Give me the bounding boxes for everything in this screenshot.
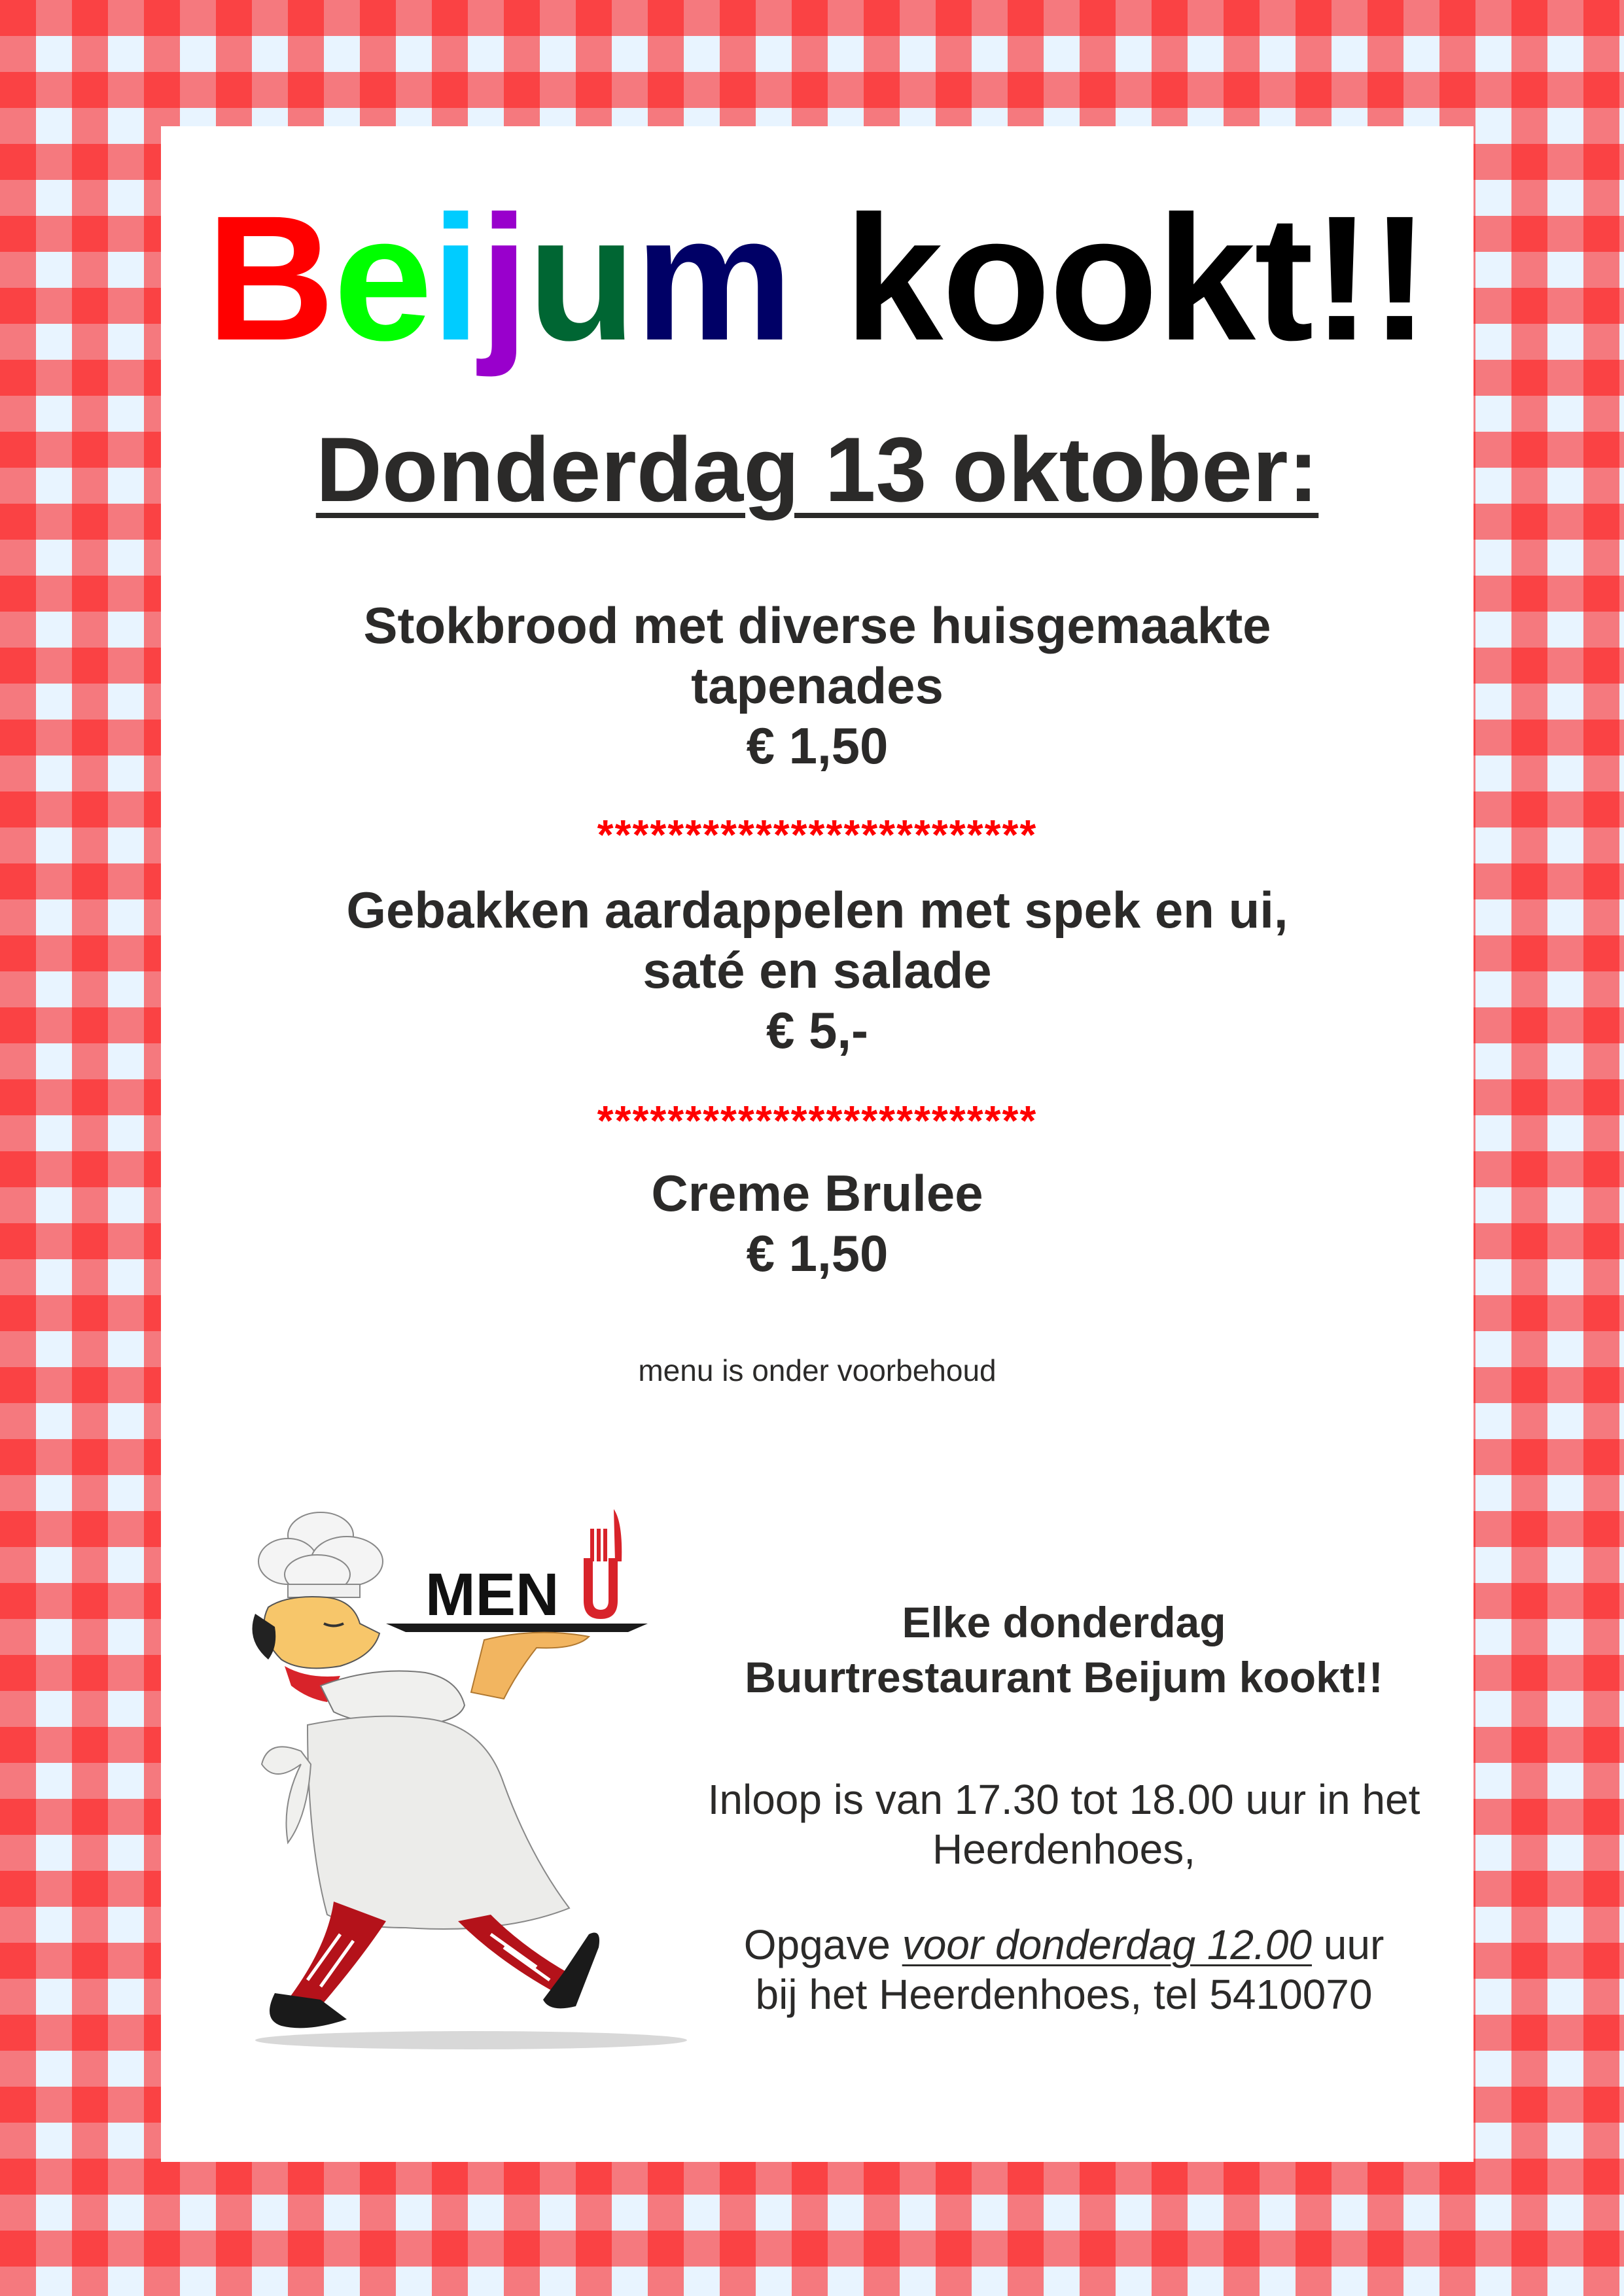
title-letter-b: B xyxy=(206,179,334,377)
dish-2-line-1: Gebakken aardappelen met spek en ui, xyxy=(346,881,1288,939)
dish-1 xyxy=(161,595,1474,776)
info-title-line-1: Elke donderdag xyxy=(902,1598,1226,1646)
poster-panel xyxy=(161,126,1474,2162)
disclaimer-note: menu is onder voorbehoud xyxy=(638,1353,997,1387)
dish-2-line-2: saté en salade xyxy=(643,941,992,999)
dish-1-line-2: tapenades xyxy=(691,657,944,714)
info-title-line-2: Buurtrestaurant Beijum kookt!! xyxy=(745,1653,1383,1701)
walkin-info xyxy=(691,1775,1437,1874)
title-letter-e: e xyxy=(333,179,431,377)
signup-line-1 xyxy=(691,1920,1437,1970)
signup-suffix: uur xyxy=(1311,1921,1385,1968)
title-letter-j: j xyxy=(479,179,528,377)
dish-2-price: € 5,- xyxy=(766,1001,869,1059)
svg-text:MEN: MEN xyxy=(425,1561,559,1628)
signup-line-2: bij het Heerdenhoes, tel 5410070 xyxy=(755,1971,1373,2018)
dish-2 xyxy=(161,880,1474,1060)
title-letter-m: m xyxy=(635,179,792,377)
dish-1-line-1: Stokbrood met diverse huisgemaakte xyxy=(363,597,1271,654)
title-letter-i: i xyxy=(431,179,480,377)
walkin-line-1: Inloop is van 17.30 tot 18.00 uur in het xyxy=(707,1776,1421,1823)
chef-illustration xyxy=(209,1476,720,2065)
dish-3-line-1: Creme Brulee xyxy=(651,1164,983,1222)
chef-with-menu-tray-icon xyxy=(209,1476,720,2065)
date-heading: Donderdag 13 oktober: xyxy=(315,418,1319,521)
title-word-kookt: kookt!! xyxy=(844,179,1428,377)
dish-3-price: € 1,50 xyxy=(746,1225,889,1282)
title-letter-u: u xyxy=(527,179,635,377)
poster-title xyxy=(161,173,1474,383)
info-title xyxy=(691,1595,1437,1705)
signup-deadline: voor donderdag 12.00 xyxy=(902,1921,1312,1968)
separator-2: ************************* xyxy=(597,1097,1038,1144)
dish-3 xyxy=(161,1163,1474,1283)
signup-prefix: Opgave xyxy=(743,1921,902,1968)
dish-1-price: € 1,50 xyxy=(746,717,889,774)
separator-1: ************************* xyxy=(597,811,1038,858)
signup-info xyxy=(691,1920,1437,2019)
walkin-line-2: Heerdenhoes, xyxy=(932,1826,1196,1873)
